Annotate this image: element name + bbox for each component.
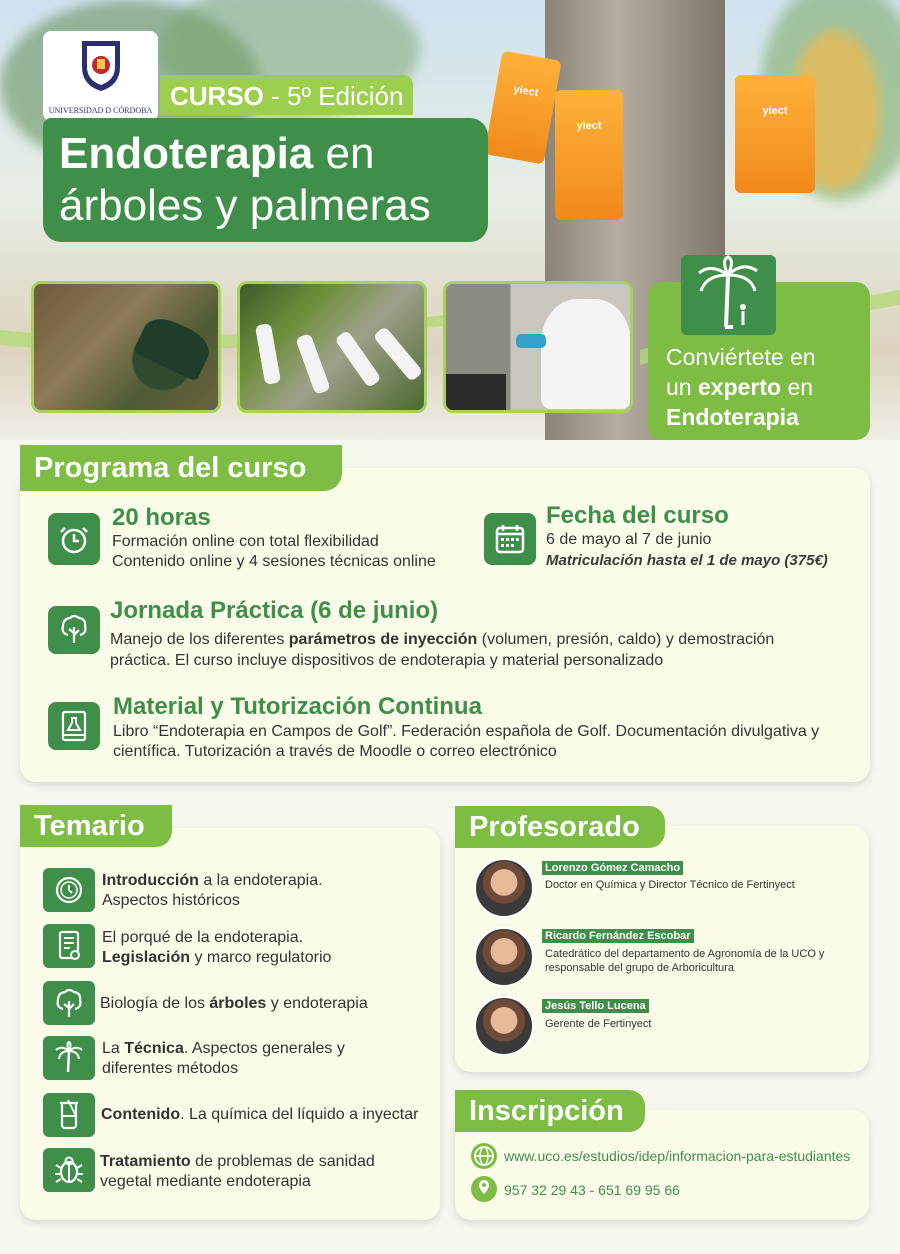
material-heading: Material y Tutorización Continua (113, 693, 482, 720)
item4-pre: La (102, 1040, 125, 1057)
fecha-line1: 6 de mayo al 7 de junio (546, 531, 712, 548)
course-title (43, 118, 488, 242)
title-bold: Endoterapia (59, 129, 314, 178)
globe-icon (471, 1143, 497, 1169)
clock-icon (48, 513, 100, 565)
tree-icon (48, 606, 100, 654)
document-icon (43, 924, 95, 968)
item4-rest: . Aspectos generales y (183, 1040, 345, 1057)
item3-bold: árboles (209, 995, 267, 1012)
temario-item-6 (100, 1152, 375, 1192)
edition-tag (160, 75, 413, 115)
item6-bold: Tratamiento (100, 1153, 191, 1170)
professor-name: Lorenzo Gómez Camacho (542, 861, 683, 875)
expert-line2-bold: experto (697, 374, 782, 400)
item2-rest: y marco regulatorio (190, 949, 332, 966)
fecha-heading: Fecha del curso (546, 502, 729, 529)
avatar (474, 858, 534, 918)
expert-line2-pre: un (666, 374, 698, 400)
injection-bag: yiect (484, 51, 561, 165)
temario-title: Temario (20, 805, 172, 847)
tree-outline-icon (43, 981, 95, 1025)
history-icon (43, 868, 95, 912)
item5-rest: . La química del líquido a inyectar (180, 1106, 419, 1123)
photo-soil-sensor (31, 281, 221, 413)
calendar-icon (484, 513, 536, 565)
profesorado-title: Profesorado (455, 806, 665, 848)
book-icon (48, 702, 100, 750)
inscripcion-title: Inscripción (455, 1090, 645, 1132)
item4-line2: diferentes métodos (102, 1060, 239, 1077)
programa-title: Programa del curso (20, 445, 342, 491)
avatar (474, 996, 534, 1056)
bug-icon (43, 1148, 95, 1192)
temario-item-3 (100, 994, 368, 1014)
professor-name: Jesús Tello Lucena (542, 999, 649, 1013)
beaker-icon (43, 1093, 95, 1137)
title-rest: en (313, 129, 375, 178)
item1-bold: Introducción (102, 872, 199, 889)
material-line1: Libro “Endoterapia en Campos de Golf”. Federación española de Golf. Documentación divulgativa y (113, 723, 820, 740)
temario-item-1 (102, 871, 323, 911)
university-crest-icon (78, 37, 124, 93)
expert-line1: Conviértete en (666, 344, 816, 370)
university-logo (43, 31, 158, 121)
item1-rest: a la endoterapia. (198, 872, 323, 889)
temario-item-4 (102, 1039, 345, 1079)
professor-desc: Doctor en Química y Director Técnico de Fertinyect (545, 879, 795, 891)
hours-heading: 20 horas (112, 504, 211, 531)
course-label: CURSO (170, 81, 264, 111)
title-line2: árboles y palmeras (59, 181, 431, 230)
professor-desc-line2: responsable del grupo de Arboricultura (545, 962, 734, 974)
expert-line2-post: en (781, 374, 814, 400)
hours-line1: Formación online con total flexibilidad (112, 533, 379, 550)
inscripcion-phone[interactable]: 957 32 29 43 - 651 69 95 66 (504, 1182, 680, 1198)
jornada-post: (volumen, presión, caldo) y demostración (477, 631, 775, 648)
item4-bold: Técnica (124, 1040, 184, 1057)
palm-tree-icon (681, 255, 776, 335)
location-phone-icon (471, 1176, 497, 1202)
jornada-line2: práctica. El curso incluye dispositivos de endoterapia y material personalizado (110, 652, 664, 669)
professor-desc: Catedrático del departamento de Agronomía de la UCO y (545, 948, 825, 960)
jornada-heading: Jornada Práctica (6 de junio) (110, 597, 439, 624)
item1-line2: Aspectos históricos (102, 892, 240, 909)
temario-item-2 (102, 928, 331, 968)
palm-icon (43, 1036, 95, 1080)
item3-rest: y endoterapia (266, 995, 368, 1012)
hours-line2: Contenido online y 4 sesiones técnicas online (112, 553, 436, 570)
item3-pre: Biología de los (100, 995, 210, 1012)
item6-rest: de problemas de sanidad (190, 1153, 375, 1170)
injection-bag: yiect (735, 75, 815, 193)
professor-name: Ricardo Fernández Escobar (542, 929, 694, 943)
item5-bold: Contenido (101, 1106, 181, 1123)
jornada-bold: parámetros de inyección (288, 631, 478, 648)
photo-injectors (237, 281, 427, 413)
fecha-line2: Matriculación hasta el 1 de mayo (375€) (546, 552, 828, 569)
photo-technician (443, 281, 633, 413)
avatar (474, 927, 534, 987)
item2-pre: El porqué de la endoterapia. (102, 929, 304, 946)
university-name: UNIVERSIDAD D CÓRDOBA (48, 106, 153, 115)
item2-bold: Legislación (102, 949, 191, 966)
expert-line3: Endoterapia (666, 404, 799, 430)
professor-desc: Gerente de Fertinyect (545, 1018, 652, 1030)
inscripcion-url[interactable]: www.uco.es/estudios/idep/informacion-para-estudiantes (504, 1148, 851, 1164)
material-line2: científica. Tutorización a través de Moodle o correo electrónico (113, 743, 557, 760)
temario-item-5 (101, 1105, 418, 1125)
jornada-pre: Manejo de los diferentes (110, 631, 289, 648)
injection-bag: yiect (555, 90, 623, 220)
edition-label: - 5º Edición (263, 81, 404, 111)
item6-line2: vegetal mediante endoterapia (100, 1173, 311, 1190)
jornada-line1 (110, 629, 774, 650)
